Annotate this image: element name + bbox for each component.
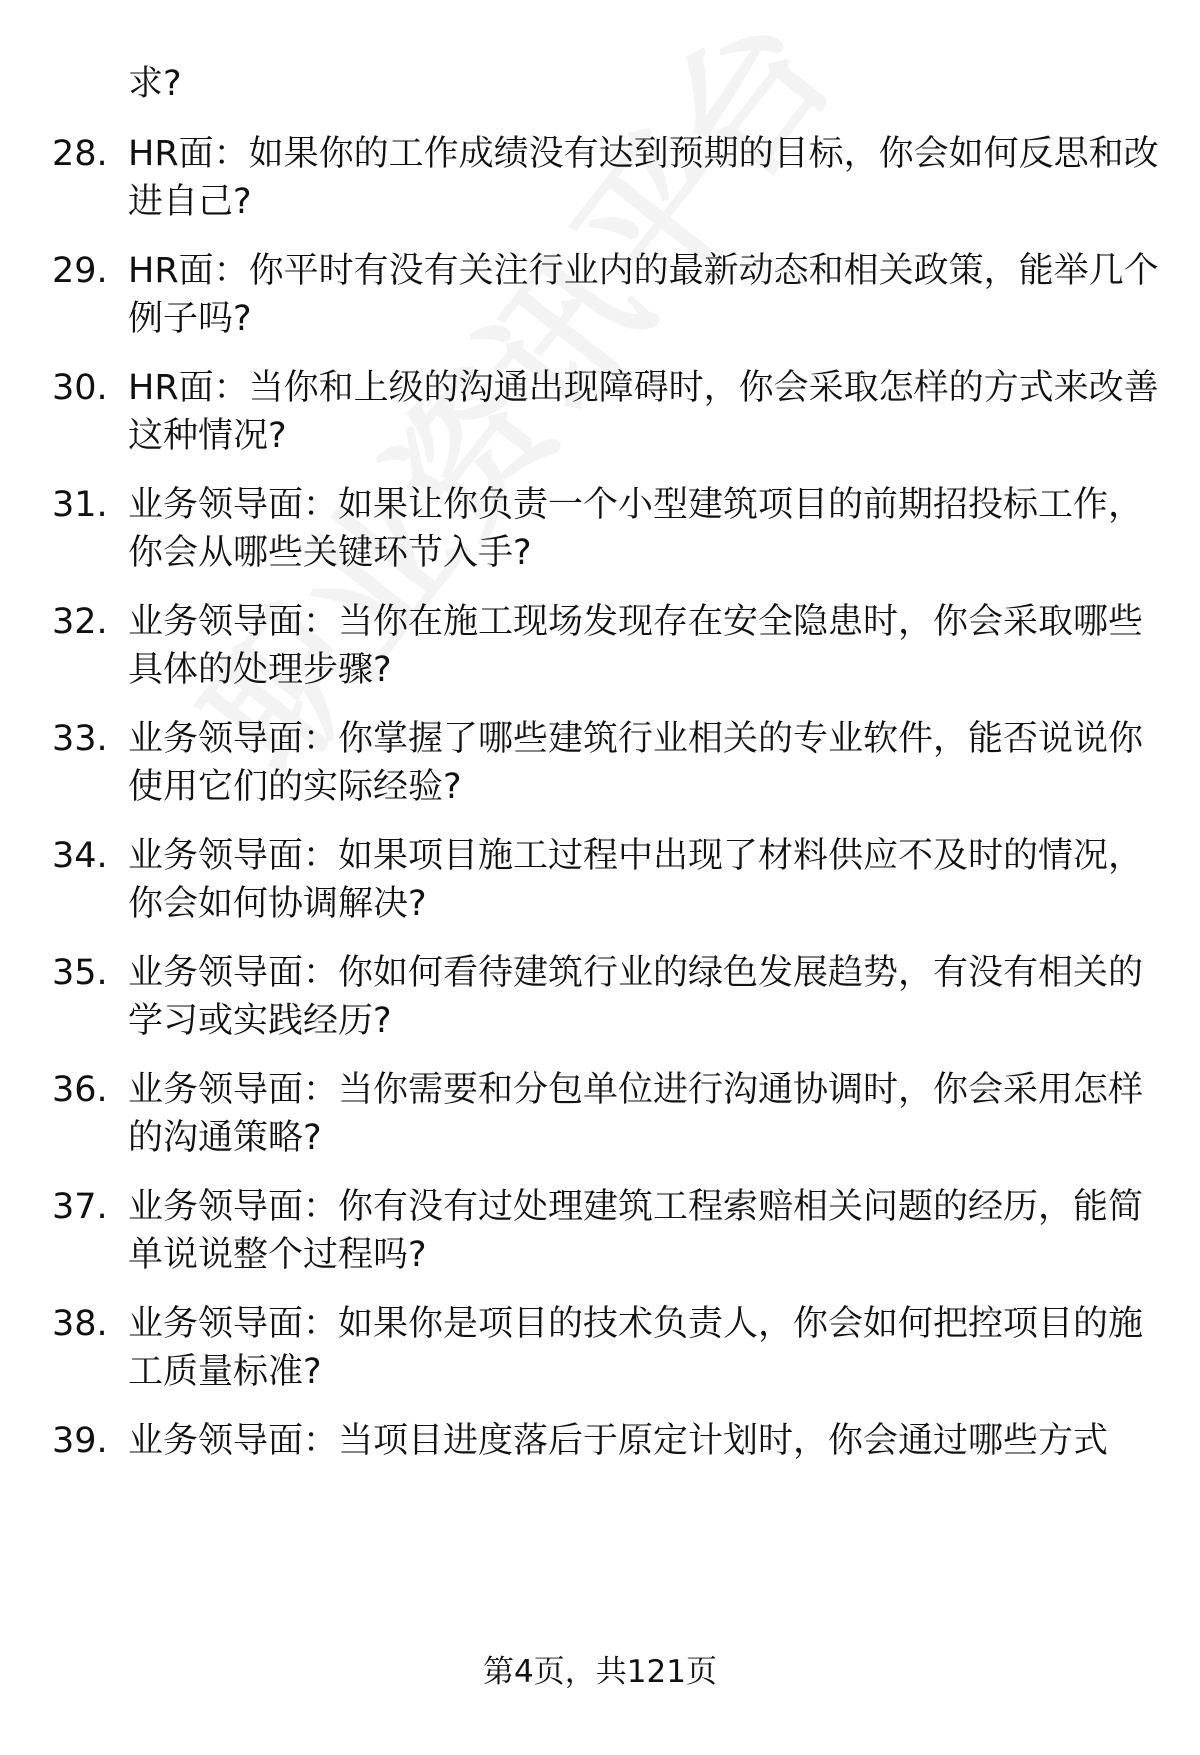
question-number: 39. [52,1421,108,1461]
question-text: 业务领导面：如果让你负责一个小型建筑项目的前期招投标工作，你会从哪些关键环节入手? [128,485,1144,573]
question-item [0,832,1200,928]
question-number: 28. [52,134,108,174]
question-number: 35. [52,953,108,993]
question-text: 业务领导面：你有没有过处理建筑工程索赔相关问题的经历，能简单说说整个过程吗? [128,1187,1144,1275]
question-number: 29. [52,251,108,291]
question-text: HR面：你平时有没有关注行业内的最新动态和相关政策，能举几个例子吗? [128,251,1159,339]
continuation-text: 求? [128,64,182,104]
question-number: 30. [52,368,108,408]
question-item [0,1183,1200,1279]
question-number: 33. [52,719,108,759]
question-text: 业务领导面：当项目进度落后于原定计划时，你会通过哪些方式 [128,1421,1109,1461]
question-text: 业务领导面：如果你是项目的技术负责人，你会如何把控项目的施工质量标准? [128,1304,1144,1392]
question-item [0,1066,1200,1162]
question-item [0,247,1200,343]
question-number: 31. [52,485,108,525]
question-text: HR面：如果你的工作成绩没有达到预期的目标，你会如何反思和改进自己? [128,134,1159,222]
question-number: 34. [52,836,108,876]
question-item [0,481,1200,577]
question-number: 38. [52,1304,108,1344]
question-text: HR面：当你和上级的沟通出现障碍时，你会采取怎样的方式来改善这种情况? [128,368,1159,456]
question-number: 36. [52,1070,108,1110]
question-text: 业务领导面：当你在施工现场发现存在安全隐患时，你会采取哪些具体的处理步骤? [128,602,1144,690]
question-text: 业务领导面：你如何看待建筑行业的绿色发展趋势，有没有相关的学习或实践经历? [128,953,1144,1041]
question-number: 32. [52,602,108,642]
question-item [0,715,1200,811]
question-item [0,1417,1200,1465]
question-text: 业务领导面：你掌握了哪些建筑行业相关的专业软件，能否说说你使用它们的实际经验? [128,719,1144,807]
question-number: 37. [52,1187,108,1227]
question-text: 业务领导面：如果项目施工过程中出现了材料供应不及时的情况，你会如何协调解决? [128,836,1144,924]
question-item [0,364,1200,460]
question-item [0,1300,1200,1396]
question-item [0,130,1200,226]
page-footer: 第4页，共121页 [483,1654,717,1690]
question-item [0,598,1200,694]
question-item [0,949,1200,1045]
question-text: 业务领导面：当你需要和分包单位进行沟通协调时，你会采用怎样的沟通策略? [128,1070,1144,1158]
